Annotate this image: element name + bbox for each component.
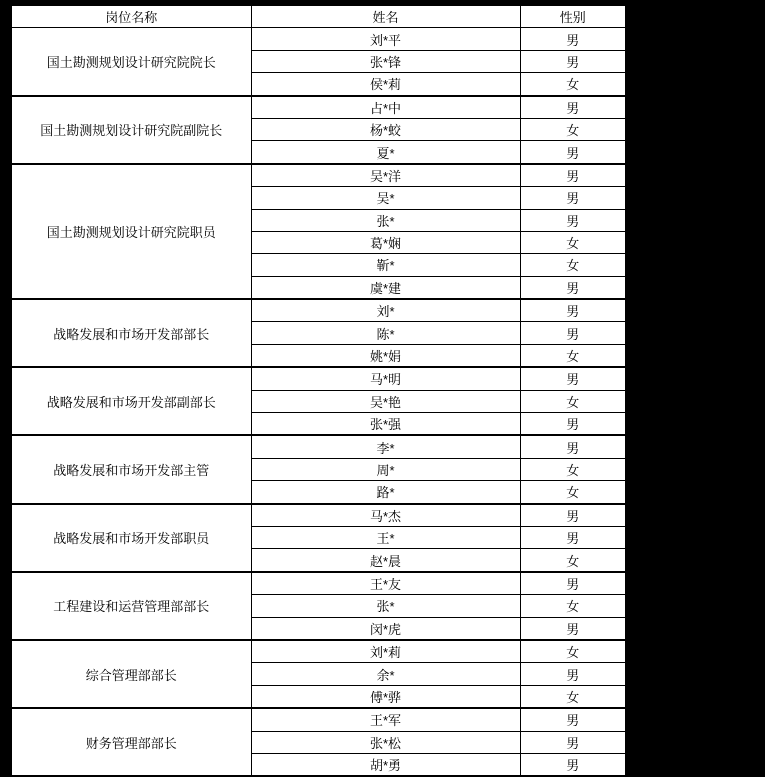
gender-cell: 男 <box>520 504 626 527</box>
name-cell: 李* <box>251 435 520 458</box>
gender-cell: 男 <box>520 164 626 187</box>
gender-cell: 男 <box>520 322 626 344</box>
name-cell: 闵*虎 <box>251 617 520 640</box>
gender-cell: 男 <box>520 50 626 72</box>
name-cell: 余* <box>251 663 520 685</box>
gender-cell: 女 <box>520 595 626 617</box>
position-cell: 综合管理部部长 <box>11 640 251 708</box>
name-cell: 张* <box>251 595 520 617</box>
table-row <box>11 28 626 50</box>
name-cell: 吴*艳 <box>251 390 520 412</box>
table-row <box>11 367 626 390</box>
name-cell: 姚*娟 <box>251 344 520 367</box>
position-cell: 战略发展和市场开发部主管 <box>11 435 251 503</box>
position-cell: 财务管理部部长 <box>11 708 251 776</box>
table-header-row <box>11 5 626 28</box>
gender-cell: 男 <box>520 708 626 731</box>
gender-cell: 女 <box>520 344 626 367</box>
name-cell: 吴*洋 <box>251 164 520 187</box>
position-cell: 国土勘测规划设计研究院院长 <box>11 28 251 96</box>
position-cell: 工程建设和运营管理部部长 <box>11 572 251 640</box>
table-row <box>11 640 626 663</box>
gender-cell: 女 <box>520 118 626 140</box>
name-cell: 刘* <box>251 299 520 322</box>
name-cell: 傅*骅 <box>251 685 520 708</box>
gender-cell: 女 <box>520 685 626 708</box>
name-cell: 侯*莉 <box>251 73 520 96</box>
table-row <box>11 164 626 187</box>
position-cell: 国土勘测规划设计研究院职员 <box>11 164 251 299</box>
position-cell: 国土勘测规划设计研究院副院长 <box>11 96 251 164</box>
gender-cell: 男 <box>520 96 626 119</box>
name-cell: 占*中 <box>251 96 520 119</box>
name-cell: 靳* <box>251 254 520 276</box>
name-cell: 胡*勇 <box>251 753 520 776</box>
roster-table-container <box>10 4 627 777</box>
gender-cell: 女 <box>520 390 626 412</box>
gender-cell: 女 <box>520 481 626 504</box>
gender-cell: 男 <box>520 572 626 595</box>
personnel-roster-table <box>10 4 627 777</box>
gender-cell: 女 <box>520 254 626 276</box>
name-cell: 马*杰 <box>251 504 520 527</box>
name-cell: 赵*晨 <box>251 549 520 572</box>
name-cell: 王*军 <box>251 708 520 731</box>
gender-cell: 男 <box>520 276 626 299</box>
name-cell: 张*锋 <box>251 50 520 72</box>
gender-cell: 男 <box>520 731 626 753</box>
gender-cell: 男 <box>520 209 626 231</box>
position-cell: 战略发展和市场开发部部长 <box>11 299 251 367</box>
gender-cell: 男 <box>520 187 626 209</box>
column-header-position: 岗位名称 <box>11 5 251 28</box>
name-cell: 王* <box>251 526 520 548</box>
table-row <box>11 572 626 595</box>
name-cell: 杨*蛟 <box>251 118 520 140</box>
name-cell: 夏* <box>251 141 520 164</box>
name-cell: 张* <box>251 209 520 231</box>
gender-cell: 男 <box>520 28 626 50</box>
gender-cell: 女 <box>520 231 626 253</box>
table-row <box>11 435 626 458</box>
gender-cell: 男 <box>520 435 626 458</box>
name-cell: 周* <box>251 458 520 480</box>
name-cell: 张*强 <box>251 413 520 436</box>
position-cell: 战略发展和市场开发部职员 <box>11 504 251 572</box>
name-cell: 陈* <box>251 322 520 344</box>
gender-cell: 男 <box>520 617 626 640</box>
gender-cell: 男 <box>520 299 626 322</box>
gender-cell: 女 <box>520 549 626 572</box>
name-cell: 吴* <box>251 187 520 209</box>
gender-cell: 男 <box>520 367 626 390</box>
name-cell: 王*友 <box>251 572 520 595</box>
gender-cell: 男 <box>520 141 626 164</box>
name-cell: 马*明 <box>251 367 520 390</box>
gender-cell: 女 <box>520 73 626 96</box>
name-cell: 刘*平 <box>251 28 520 50</box>
gender-cell: 女 <box>520 458 626 480</box>
name-cell: 葛*娴 <box>251 231 520 253</box>
name-cell: 路* <box>251 481 520 504</box>
column-header-gender: 性别 <box>520 5 626 28</box>
table-row <box>11 504 626 527</box>
table-row <box>11 96 626 119</box>
table-row <box>11 299 626 322</box>
gender-cell: 女 <box>520 640 626 663</box>
position-cell: 战略发展和市场开发部副部长 <box>11 367 251 435</box>
name-cell: 虞*建 <box>251 276 520 299</box>
name-cell: 刘*莉 <box>251 640 520 663</box>
table-row <box>11 708 626 731</box>
name-cell: 张*松 <box>251 731 520 753</box>
table-body <box>11 28 626 776</box>
gender-cell: 男 <box>520 526 626 548</box>
column-header-name: 姓名 <box>251 5 520 28</box>
gender-cell: 男 <box>520 413 626 436</box>
gender-cell: 男 <box>520 753 626 776</box>
gender-cell: 男 <box>520 663 626 685</box>
